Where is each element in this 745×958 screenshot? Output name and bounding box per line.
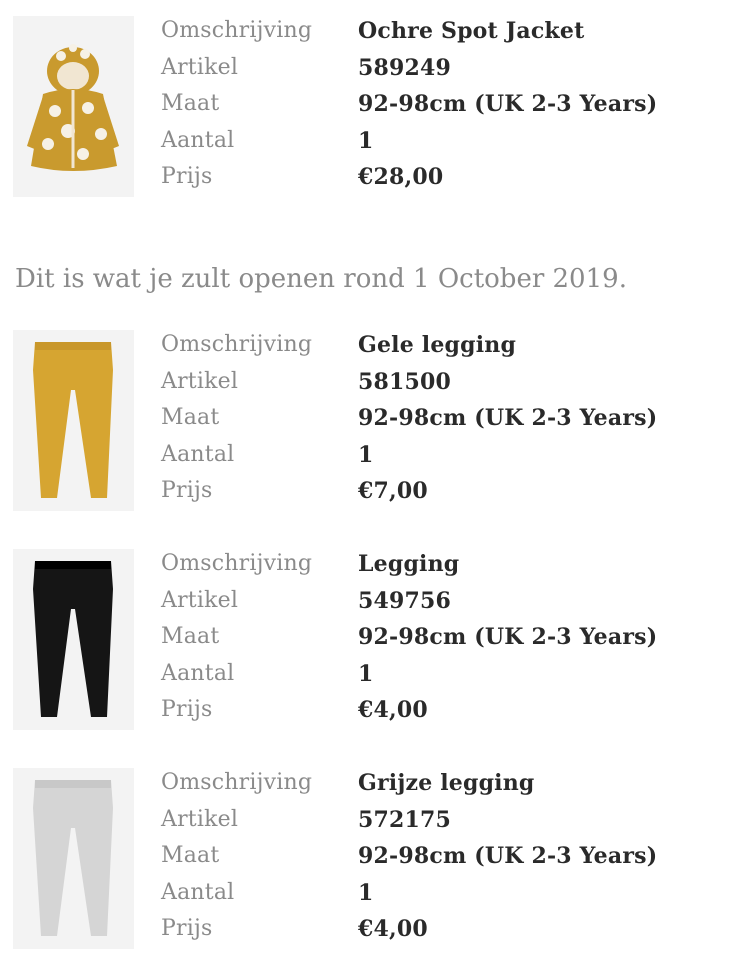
item-description: Grijze legging — [358, 770, 535, 796]
ochre-spot-jacket-image[interactable] — [13, 16, 134, 197]
item-article: 572175 — [358, 806, 452, 833]
item-price: €28,00 — [358, 164, 444, 191]
description-label: Omschrijving — [161, 770, 313, 795]
price-label: Prijs — [161, 164, 213, 190]
item-price: €4,00 — [358, 916, 428, 943]
quantity-label: Aantal — [161, 127, 235, 153]
item-size: 92-98cm (UK 2-3 Years) — [358, 91, 658, 118]
price-label: Prijs — [161, 478, 213, 504]
item-size: 92-98cm (UK 2-3 Years) — [358, 624, 658, 651]
description-label: Omschrijving — [161, 18, 313, 43]
item-article: 589249 — [358, 54, 452, 81]
quantity-label: Aantal — [161, 660, 235, 686]
article-label: Artikel — [161, 587, 239, 613]
quantity-label: Aantal — [161, 879, 235, 905]
grey-legging-image[interactable] — [13, 768, 134, 949]
item-quantity: 1 — [358, 441, 374, 468]
item-description: Ochre Spot Jacket — [358, 18, 585, 44]
article-label: Artikel — [161, 368, 239, 394]
item-article: 549756 — [358, 587, 452, 614]
quantity-label: Aantal — [161, 441, 235, 467]
item-price: €4,00 — [358, 697, 428, 724]
delivery-notice: Dit is wat je zult openen rond 1 October 2019. — [15, 264, 627, 294]
size-label: Maat — [161, 624, 220, 650]
order-item — [13, 330, 733, 512]
item-size: 92-98cm (UK 2-3 Years) — [358, 405, 658, 432]
item-quantity: 1 — [358, 660, 374, 687]
description-label: Omschrijving — [161, 551, 313, 576]
order-item — [13, 768, 733, 950]
price-label: Prijs — [161, 916, 213, 942]
description-label: Omschrijving — [161, 332, 313, 357]
item-quantity: 1 — [358, 879, 374, 906]
order-item — [13, 549, 733, 731]
item-description: Legging — [358, 551, 460, 577]
yellow-legging-image[interactable] — [13, 330, 134, 511]
article-label: Artikel — [161, 806, 239, 832]
item-article: 581500 — [358, 368, 452, 395]
item-description: Gele legging — [358, 332, 517, 358]
item-price: €7,00 — [358, 478, 428, 505]
article-label: Artikel — [161, 54, 239, 80]
item-size: 92-98cm (UK 2-3 Years) — [358, 843, 658, 870]
price-label: Prijs — [161, 697, 213, 723]
black-legging-image[interactable] — [13, 549, 134, 730]
item-quantity: 1 — [358, 127, 374, 154]
size-label: Maat — [161, 91, 220, 117]
size-label: Maat — [161, 405, 220, 431]
size-label: Maat — [161, 843, 220, 869]
order-item — [13, 16, 733, 198]
